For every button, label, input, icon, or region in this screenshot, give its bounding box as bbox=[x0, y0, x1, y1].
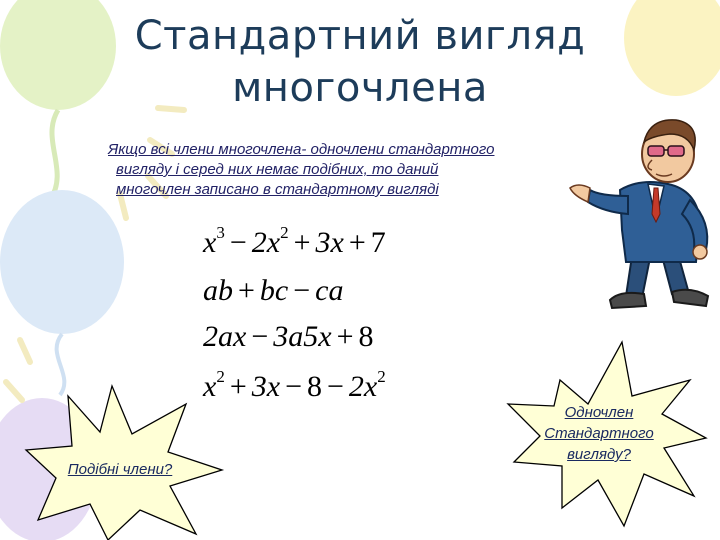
term: 3a5x bbox=[273, 320, 332, 353]
similar-terms-link[interactable]: Подібні члени? bbox=[67, 461, 173, 478]
star-label-line: Стандартного bbox=[544, 425, 654, 442]
exponent: 2 bbox=[280, 223, 289, 242]
term: 2x bbox=[251, 226, 281, 259]
term: 8 bbox=[358, 320, 374, 353]
term: ca bbox=[315, 274, 344, 307]
operator: + bbox=[336, 320, 354, 353]
term: bc bbox=[259, 274, 289, 307]
balloon-decoration bbox=[624, 0, 720, 96]
title-line: многочлена bbox=[232, 65, 488, 111]
operator: − bbox=[293, 274, 311, 307]
star-label-line: вигляду? bbox=[567, 446, 631, 463]
definition-line: многочлен записано в стандартному вигляді bbox=[116, 181, 439, 198]
balloon-decoration bbox=[0, 190, 124, 395]
term: 2x bbox=[348, 370, 378, 403]
polynomial-example bbox=[203, 223, 386, 260]
term: x bbox=[203, 226, 217, 259]
operator: − bbox=[229, 226, 247, 259]
exponent: 3 bbox=[216, 223, 225, 242]
operator: + bbox=[293, 226, 311, 259]
definition-text bbox=[108, 140, 628, 200]
term: 2ax bbox=[203, 320, 247, 353]
exponent: 2 bbox=[216, 367, 225, 386]
definition-line: Якщо всі члени многочлена- одночлени стандартного bbox=[108, 141, 495, 158]
operator: + bbox=[238, 274, 255, 307]
operator: − bbox=[327, 370, 344, 403]
title-line: Стандартний вигляд bbox=[134, 13, 586, 59]
definition-line: вигляду і серед них немає подібних, то даний bbox=[116, 161, 439, 178]
term: 8 bbox=[307, 370, 322, 403]
operator: + bbox=[229, 370, 247, 403]
polynomial-example bbox=[203, 367, 386, 404]
polynomial-example bbox=[203, 274, 344, 308]
star-label-line: Одночлен bbox=[564, 404, 634, 421]
term: x bbox=[203, 370, 217, 403]
term: 3x bbox=[315, 226, 344, 259]
operator: − bbox=[285, 370, 302, 403]
standard-monomial-link[interactable] bbox=[524, 402, 674, 465]
exponent: 2 bbox=[377, 367, 386, 386]
term: 3x bbox=[251, 370, 281, 403]
slide-title bbox=[110, 10, 610, 114]
operator: − bbox=[251, 320, 269, 353]
polynomial-example bbox=[203, 320, 374, 354]
term: ab bbox=[203, 274, 233, 307]
term: 7 bbox=[370, 226, 386, 259]
operator: + bbox=[348, 226, 366, 259]
